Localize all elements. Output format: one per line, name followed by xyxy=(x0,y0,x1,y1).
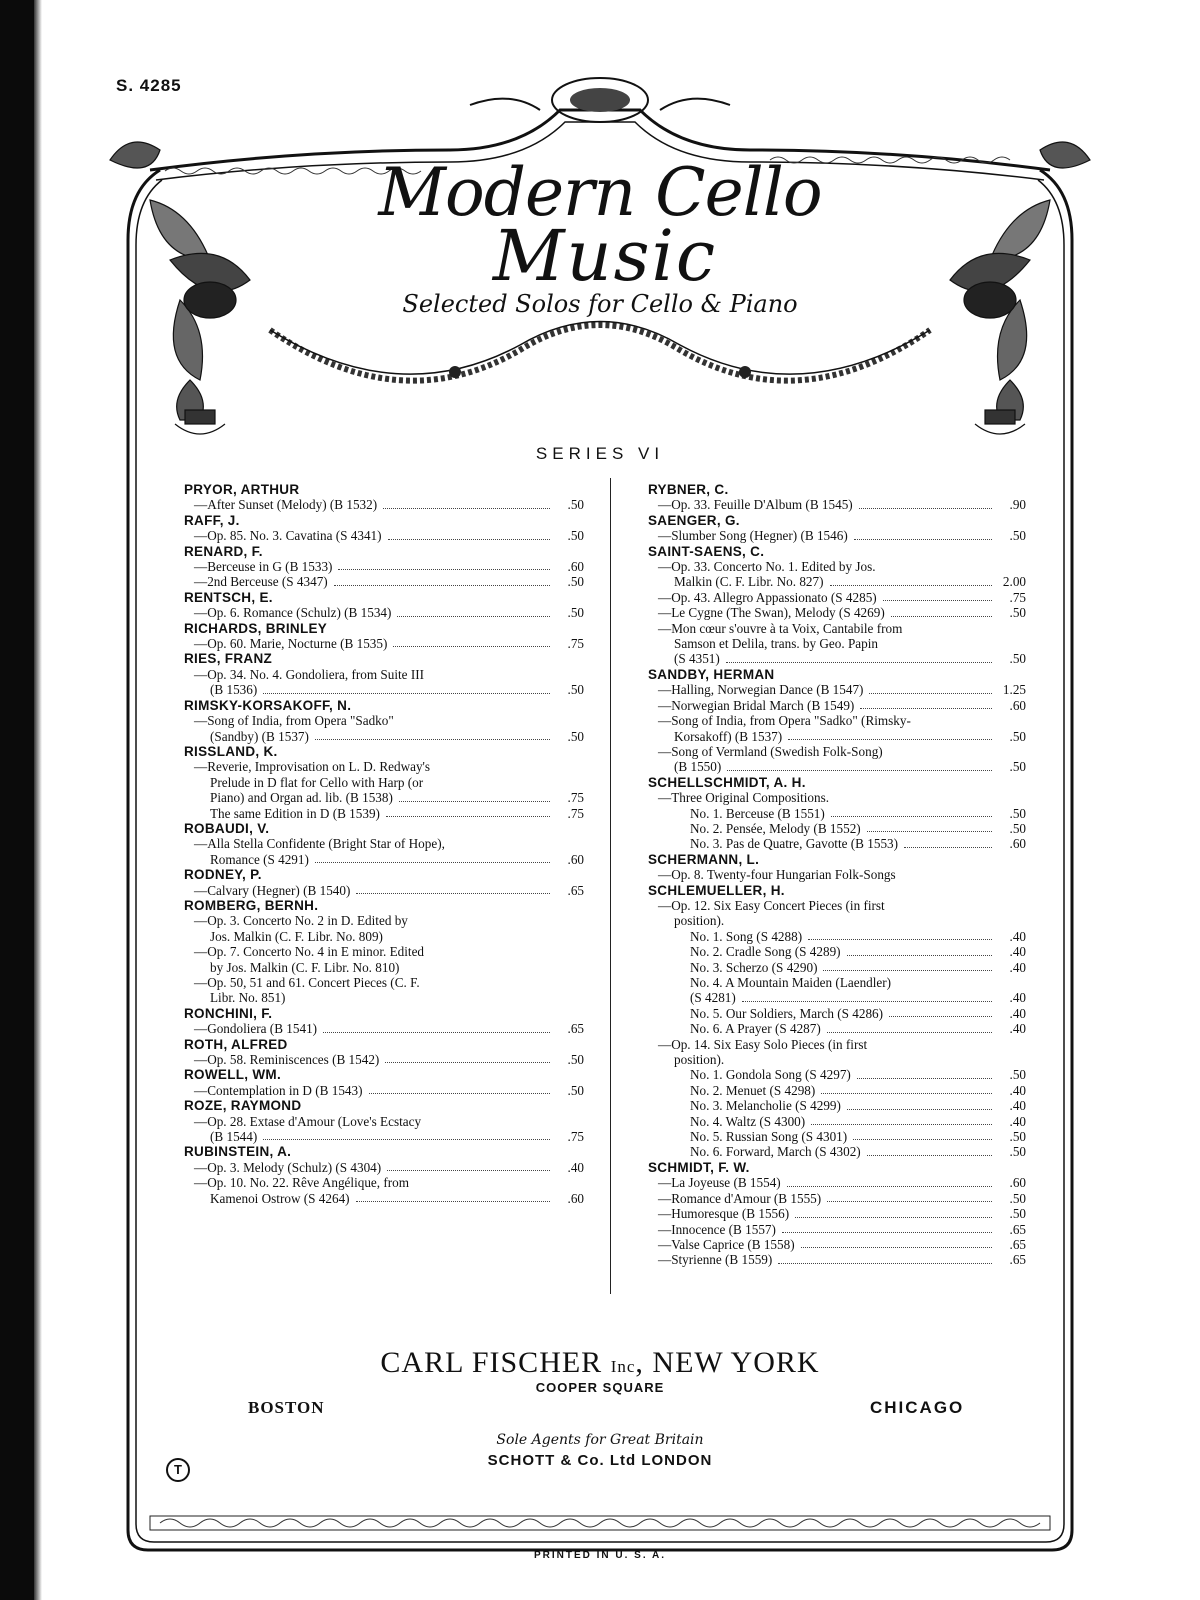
entry-text: position). xyxy=(674,913,725,929)
composer-name: RIMSKY-KORSAKOFF, N. xyxy=(184,697,352,713)
leader-dots xyxy=(883,600,992,601)
entry-price: .50 xyxy=(567,1052,584,1068)
catalog-entry xyxy=(648,759,1026,774)
leader-dots xyxy=(801,1247,992,1248)
entry-title: —Slumber Song (Hegner) (B 1546) xyxy=(658,528,848,544)
entry-text: —Op. 3. Concerto No. 2 in D. Edited by xyxy=(194,913,408,929)
composer-name: SCHMIDT, F. W. xyxy=(648,1159,750,1175)
catalog-entry xyxy=(648,944,1026,959)
entry-title: No. 1. Gondola Song (S 4297) xyxy=(690,1067,851,1083)
catalog-entry xyxy=(184,1052,584,1067)
leader-dots xyxy=(821,1093,992,1094)
catalog-entry xyxy=(184,1191,584,1206)
entry-price: .40 xyxy=(1009,990,1026,1006)
entry-price: .65 xyxy=(567,1021,584,1037)
entry-title: (Sandby) (B 1537) xyxy=(210,728,309,744)
entry-title: —Op. 3. Melody (Schulz) (S 4304) xyxy=(194,1159,382,1175)
catalog-entry xyxy=(648,1144,1026,1159)
entry-text: —Op. 33. Concerto No. 1. Edited by Jos. xyxy=(658,559,876,575)
entry-text: —Mon cœur s'ouvre à ta Voix, Cantabile from xyxy=(658,620,903,636)
entry-price: .40 xyxy=(1009,944,1026,960)
composer-name: RICHARDS, BRINLEY xyxy=(184,620,328,636)
catalog-entry xyxy=(648,1006,1026,1021)
entry-price: .60 xyxy=(1009,1175,1026,1191)
entry-text: Prelude in D flat for Cello with Harp (or xyxy=(210,774,424,790)
entry-title: (B 1536) xyxy=(210,682,258,698)
entry-title: No. 6. A Prayer (S 4287) xyxy=(690,1021,821,1037)
catalog-entry xyxy=(648,729,1026,744)
entry-title: —Halling, Norwegian Dance (B 1547) xyxy=(658,682,864,698)
entry-title: —Le Cygne (The Swan), Melody (S 4269) xyxy=(658,605,885,621)
leader-dots xyxy=(727,770,992,771)
entry-price: .60 xyxy=(1009,697,1026,713)
entry-title: —Calvary (Hegner) (B 1540) xyxy=(194,882,351,898)
entry-text: —Song of Vermland (Swedish Folk-Song) xyxy=(658,743,883,759)
catalog-entry xyxy=(184,806,584,821)
entry-title: (S 4281) xyxy=(690,990,736,1006)
entry-title: No. 1. Berceuse (B 1551) xyxy=(690,805,825,821)
entry-title: Korsakoff) (B 1537) xyxy=(674,728,783,744)
entry-text: —Song of India, from Opera "Sadko" (Rimsky- xyxy=(658,713,911,729)
entry-title: —Op. 60. Marie, Nocturne (B 1535) xyxy=(194,636,388,652)
entry-title: —Op. 33. Feuille D'Album (B 1545) xyxy=(658,497,853,513)
entry-title: No. 1. Song (S 4288) xyxy=(690,928,803,944)
entry-price: .40 xyxy=(1009,1113,1026,1129)
entry-price: .50 xyxy=(567,605,584,621)
leader-dots xyxy=(854,539,992,540)
entry-price: .90 xyxy=(1009,497,1026,513)
entry-title: —Op. 58. Reminiscences (B 1542) xyxy=(194,1052,380,1068)
entry-title: No. 2. Pensée, Melody (B 1552) xyxy=(690,820,861,836)
entry-title: No. 2. Cradle Song (S 4289) xyxy=(690,944,841,960)
composer-name: RISSLAND, K. xyxy=(184,743,278,759)
catalog-entry xyxy=(648,1222,1026,1237)
entry-price: .50 xyxy=(1009,820,1026,836)
entry-price: .75 xyxy=(567,1129,584,1145)
entry-title: Romance (S 4291) xyxy=(210,851,309,867)
entry-title: —Norwegian Bridal March (B 1549) xyxy=(658,697,855,713)
catalog-entry xyxy=(648,682,1026,697)
agents-note: Sole Agents for Great Britain xyxy=(496,1432,704,1448)
catalog-right-column xyxy=(648,482,1026,1268)
entry-price: .50 xyxy=(1009,605,1026,621)
entry-title: —Op. 6. Romance (Schulz) (B 1534) xyxy=(194,605,392,621)
leader-dots xyxy=(867,1155,992,1156)
entry-price: .50 xyxy=(567,574,584,590)
catalog-entry xyxy=(648,1021,1026,1036)
leader-dots xyxy=(778,1263,992,1264)
series-heading: SERIES VI xyxy=(535,444,665,463)
catalog-entry xyxy=(648,1083,1026,1098)
catalog-entry xyxy=(184,497,584,512)
catalog-entry xyxy=(648,990,1026,1005)
composer-name: RENTSCH, E. xyxy=(184,589,273,605)
entry-text: Libr. No. 851) xyxy=(210,990,286,1006)
catalog-entry xyxy=(648,806,1026,821)
publisher-firm: CARL FISCHER xyxy=(380,1346,603,1379)
leader-dots xyxy=(387,1170,550,1171)
leader-dots xyxy=(788,739,992,740)
composer-name: ROZE, RAYMOND xyxy=(184,1098,302,1114)
catalog-entry xyxy=(184,1083,584,1098)
leader-dots xyxy=(853,1139,992,1140)
entry-text: —Song of India, from Opera "Sadko" xyxy=(194,713,394,729)
branch-chicago: CHICAGO xyxy=(870,1398,965,1417)
entry-title: The same Edition in D (B 1539) xyxy=(210,805,380,821)
catalog-entry xyxy=(184,1129,584,1144)
composer-name: ROTH, ALFRED xyxy=(184,1036,288,1052)
catalog-entry xyxy=(648,651,1026,666)
entry-price: .40 xyxy=(1009,1098,1026,1114)
catalog-entry xyxy=(648,929,1026,944)
publisher-name xyxy=(0,1346,1200,1380)
composer-name: RYBNER, C. xyxy=(648,482,729,497)
leader-dots xyxy=(369,1093,551,1094)
catalog-entry xyxy=(648,836,1026,851)
entry-price: .50 xyxy=(1009,651,1026,667)
entry-title: —Op. 85. No. 3. Cavatina (S 4341) xyxy=(194,528,382,544)
composer-name: RONCHINI, F. xyxy=(184,1005,273,1021)
entry-text: No. 4. A Mountain Maiden (Laendler) xyxy=(690,975,892,990)
entry-title: —Berceuse in G (B 1533) xyxy=(194,559,333,575)
catalog-entry xyxy=(184,852,584,867)
catalog-entry xyxy=(648,605,1026,620)
catalog-number: S. 4285 xyxy=(116,76,182,95)
entry-text: Samson et Delila, trans. by Geo. Papin xyxy=(674,636,879,652)
leader-dots xyxy=(859,508,992,509)
entry-price: .60 xyxy=(567,559,584,575)
entry-title: No. 4. Waltz (S 4300) xyxy=(690,1113,806,1129)
entry-price: .50 xyxy=(1009,728,1026,744)
leader-dots xyxy=(315,739,550,740)
composer-name: SCHLEMUELLER, H. xyxy=(648,882,785,898)
entry-price: .40 xyxy=(1009,1021,1026,1037)
entry-text: —Alla Stella Confidente (Bright Star of Hope), xyxy=(194,836,445,852)
entry-price: .60 xyxy=(1009,836,1026,852)
catalog-entry xyxy=(184,636,584,651)
entry-text: —Op. 10. No. 22. Rêve Angélique, from xyxy=(194,1175,409,1191)
composer-name: RENARD, F. xyxy=(184,543,263,559)
leader-dots xyxy=(860,708,992,709)
entry-price: .50 xyxy=(567,497,584,513)
entry-price: .50 xyxy=(1009,1144,1026,1160)
entry-title: —Valse Caprice (B 1558) xyxy=(658,1236,795,1252)
entry-title: No. 5. Russian Song (S 4301) xyxy=(690,1129,848,1145)
entry-text: —Op. 14. Six Easy Solo Pieces (in first xyxy=(658,1036,868,1052)
entry-price: .50 xyxy=(1009,805,1026,821)
entry-price: 1.25 xyxy=(1002,682,1026,698)
catalog-entry xyxy=(648,1191,1026,1206)
leader-dots xyxy=(356,1201,550,1202)
entry-text: position). xyxy=(674,1052,725,1068)
entry-text: —Reverie, Improvisation on L. D. Redway's xyxy=(194,759,431,775)
leader-dots xyxy=(385,1062,550,1063)
entry-price: .65 xyxy=(1009,1252,1026,1268)
printed-in: PRINTED IN U. S. A. xyxy=(533,1550,667,1561)
composer-name: SANDBY, HERMAN xyxy=(648,666,775,682)
title-subtitle: Selected Solos for Cello & Piano xyxy=(402,290,798,318)
leader-dots xyxy=(823,970,992,971)
composer-name: SCHERMANN, L. xyxy=(648,851,760,867)
entry-price: .75 xyxy=(567,636,584,652)
entry-title: Malkin (C. F. Libr. No. 827) xyxy=(674,574,824,590)
leader-dots xyxy=(393,646,550,647)
catalog-entry xyxy=(648,574,1026,589)
catalog-entry xyxy=(648,1114,1026,1129)
leader-dots xyxy=(742,1001,992,1002)
entry-title: —Romance d'Amour (B 1555) xyxy=(658,1190,822,1206)
composer-name: PRYOR, ARTHUR xyxy=(184,482,300,497)
leader-dots xyxy=(386,816,550,817)
catalog-entry xyxy=(648,528,1026,543)
composer-name: SAINT-SAENS, C. xyxy=(648,543,765,559)
leader-dots xyxy=(827,1201,992,1202)
entry-title: Piano) and Organ ad. lib. (B 1538) xyxy=(210,790,393,806)
catalog-entry xyxy=(184,574,584,589)
leader-dots xyxy=(397,616,550,617)
leader-dots xyxy=(827,1032,992,1033)
leader-dots xyxy=(857,1078,992,1079)
entry-price: .50 xyxy=(1009,759,1026,775)
composer-name: RIES, FRANZ xyxy=(184,651,273,667)
entry-title: —Humoresque (B 1556) xyxy=(658,1206,790,1222)
entry-price: .40 xyxy=(567,1159,584,1175)
entry-text: —Op. 8. Twenty-four Hungarian Folk-Songs xyxy=(658,867,896,883)
leader-dots xyxy=(891,616,992,617)
entry-price: .50 xyxy=(567,1082,584,1098)
catalog-entry xyxy=(648,1206,1026,1221)
catalog-entry xyxy=(184,682,584,697)
entry-title: —Gondoliera (B 1541) xyxy=(194,1021,318,1037)
catalog-entry xyxy=(648,1098,1026,1113)
entry-text: by Jos. Malkin (C. F. Libr. No. 810) xyxy=(210,959,400,975)
entry-title: —Contemplation in D (B 1543) xyxy=(194,1082,363,1098)
entry-title: —Op. 43. Allegro Appassionato (S 4285) xyxy=(658,589,877,605)
branch-boston: BOSTON xyxy=(248,1398,325,1417)
catalog-entry xyxy=(184,790,584,805)
catalog-entry xyxy=(648,821,1026,836)
leader-dots xyxy=(847,1109,992,1110)
catalog-entry xyxy=(648,590,1026,605)
leader-dots xyxy=(787,1186,992,1187)
entry-title: (S 4351) xyxy=(674,651,720,667)
leader-dots xyxy=(338,569,550,570)
entry-price: .50 xyxy=(1009,1129,1026,1145)
catalog-entry xyxy=(184,729,584,744)
catalog-entry xyxy=(648,1067,1026,1082)
leader-dots xyxy=(334,585,550,586)
entry-price: .65 xyxy=(567,882,584,898)
entry-title: —Styrienne (B 1559) xyxy=(658,1252,773,1268)
catalog-entry xyxy=(648,960,1026,975)
entry-price: .60 xyxy=(567,1190,584,1206)
leader-dots xyxy=(356,893,550,894)
composer-name: SCHELLSCHMIDT, A. H. xyxy=(648,774,806,790)
entry-title: No. 5. Our Soldiers, March (S 4286) xyxy=(690,1005,884,1021)
title-line-1: Modern Cello xyxy=(378,154,822,231)
entry-title: (B 1550) xyxy=(674,759,722,775)
entry-price: .40 xyxy=(1009,959,1026,975)
entry-text: —Op. 7. Concerto No. 4 in E minor. Edited xyxy=(194,944,425,960)
catalog-entry xyxy=(648,1252,1026,1267)
leader-dots xyxy=(323,1032,550,1033)
entry-title: (B 1544) xyxy=(210,1129,258,1145)
catalog-entry xyxy=(648,698,1026,713)
leader-dots xyxy=(388,539,550,540)
entry-price: .65 xyxy=(1009,1236,1026,1252)
entry-title: No. 2. Menuet (S 4298) xyxy=(690,1082,816,1098)
composer-name: ROWELL, WM. xyxy=(184,1067,282,1083)
composer-name: RUBINSTEIN, A. xyxy=(184,1144,292,1160)
catalog-entry xyxy=(184,1160,584,1175)
leader-dots xyxy=(847,955,992,956)
entry-price: .50 xyxy=(567,682,584,698)
leader-dots xyxy=(867,831,992,832)
entry-text: —Op. 50, 51 and 61. Concert Pieces (C. F. xyxy=(194,975,420,990)
entry-price: .40 xyxy=(1009,928,1026,944)
leader-dots xyxy=(263,693,550,694)
catalog-entry xyxy=(648,1237,1026,1252)
entry-title: —2nd Berceuse (S 4347) xyxy=(194,574,328,590)
entry-price: .65 xyxy=(1009,1221,1026,1237)
entry-title: —La Joyeuse (B 1554) xyxy=(658,1175,781,1191)
entry-price: .50 xyxy=(1009,1067,1026,1083)
entry-price: .75 xyxy=(567,805,584,821)
composer-name: RODNEY, P. xyxy=(184,867,262,883)
catalog-entry xyxy=(648,1129,1026,1144)
composer-name: ROMBERG, BERNH. xyxy=(184,897,319,913)
leader-dots xyxy=(782,1232,992,1233)
leader-dots xyxy=(399,801,550,802)
publisher-address: COOPER SQUARE xyxy=(535,1380,665,1395)
entry-title: No. 3. Scherzo (S 4290) xyxy=(690,959,818,975)
entry-price: .60 xyxy=(567,851,584,867)
entry-price: .75 xyxy=(1009,589,1026,605)
entry-price: .40 xyxy=(1009,1005,1026,1021)
entry-text: —Op. 12. Six Easy Concert Pieces (in first xyxy=(658,897,885,913)
leader-dots xyxy=(383,508,550,509)
title-block xyxy=(340,154,860,318)
leader-dots xyxy=(904,847,992,848)
entry-price: .50 xyxy=(1009,1190,1026,1206)
entry-price: .50 xyxy=(1009,528,1026,544)
entry-text: —Op. 28. Extase d'Amour (Love's Ecstacy xyxy=(194,1113,422,1129)
composer-name: ROBAUDI, V. xyxy=(184,820,270,836)
leader-dots xyxy=(830,585,993,586)
leader-dots xyxy=(263,1139,550,1140)
entry-title: —After Sunset (Melody) (B 1532) xyxy=(194,497,378,513)
publisher-inc: Inc xyxy=(610,1357,636,1376)
composer-name: SAENGER, G. xyxy=(648,512,740,528)
entry-title: No. 3. Melancholie (S 4299) xyxy=(690,1098,841,1114)
entry-text: Jos. Malkin (C. F. Libr. No. 809) xyxy=(210,928,383,944)
leader-dots xyxy=(795,1217,992,1218)
entry-price: 2.00 xyxy=(1002,574,1026,590)
entry-price: .75 xyxy=(567,790,584,806)
leader-dots xyxy=(869,693,992,694)
leader-dots xyxy=(831,816,992,817)
composer-name: RAFF, J. xyxy=(184,512,240,528)
entry-title: No. 3. Pas de Quatre, Gavotte (B 1553) xyxy=(690,836,899,852)
entry-price: .40 xyxy=(1009,1082,1026,1098)
entry-price: .50 xyxy=(567,528,584,544)
catalog-entry xyxy=(184,1021,584,1036)
leader-dots xyxy=(315,862,550,863)
trademark-mark: T xyxy=(166,1458,190,1482)
agents-name: SCHOTT & Co. Ltd LONDON xyxy=(487,1452,713,1469)
entry-text: —Op. 34. No. 4. Gondoliera, from Suite III xyxy=(194,666,425,682)
entry-text: —Three Original Compositions. xyxy=(658,790,830,806)
column-divider xyxy=(610,478,611,1294)
publisher-city: , NEW YORK xyxy=(635,1346,820,1379)
title-line-2: Music xyxy=(492,215,718,297)
catalog-entry xyxy=(648,1175,1026,1190)
catalog-left-column xyxy=(184,482,584,1206)
entry-title: —Innocence (B 1557) xyxy=(658,1221,776,1237)
leader-dots xyxy=(889,1016,992,1017)
catalog-entry xyxy=(184,559,584,574)
catalog-entry xyxy=(648,497,1026,512)
leader-dots xyxy=(808,939,992,940)
catalog-entry xyxy=(184,605,584,620)
leader-dots xyxy=(726,662,992,663)
entry-title: No. 6. Forward, March (S 4302) xyxy=(690,1144,861,1160)
catalog-entry xyxy=(184,528,584,543)
catalog-entry xyxy=(184,883,584,898)
entry-price: .50 xyxy=(1009,1206,1026,1222)
entry-title: Kamenoi Ostrow (S 4264) xyxy=(210,1190,350,1206)
leader-dots xyxy=(811,1124,992,1125)
entry-price: .50 xyxy=(567,728,584,744)
